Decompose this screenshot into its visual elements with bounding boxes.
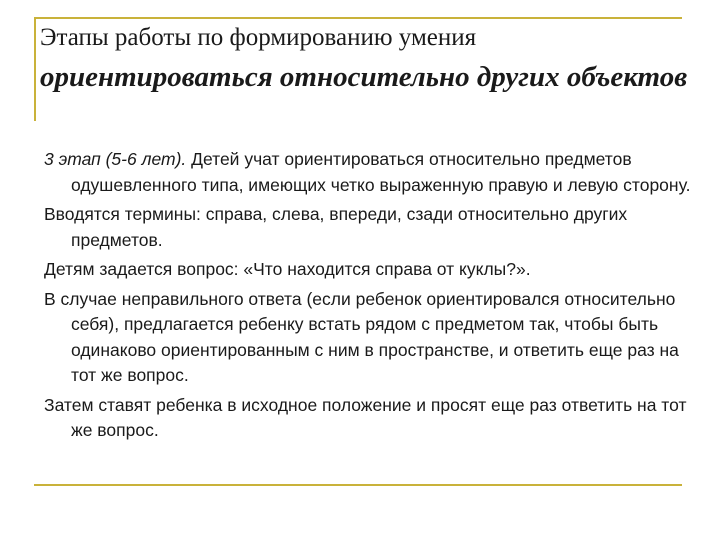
paragraph-stage-3 (44, 147, 694, 198)
bottom-divider (34, 484, 682, 486)
slide-title (40, 20, 720, 96)
paragraph-wrong-answer-text: В случае неправильного ответа (если ребенок ориентировался относительно себя), предлагается ребенку встать рядом с предметом так, чтобы быть одинаково ориентированным с ним в пространстве, и ответить еще раз на тот же вопрос. (44, 288, 679, 385)
paragraph-question (44, 257, 694, 283)
slide-title-line-1: Этапы работы по формированию умения (40, 24, 477, 51)
title-top-border (34, 17, 682, 19)
slide-body (44, 147, 694, 448)
paragraph-stage-3-lead: 3 этап (5-6 лет). (44, 149, 187, 169)
title-left-border (34, 17, 36, 121)
paragraph-wrong-answer (44, 287, 694, 389)
paragraph-reset-position (44, 393, 694, 444)
paragraph-stage-3-text: Детей учат ориентироваться относительно предметов одушевленного типа, имеющих четко выраженную правую и левую сторону. (71, 149, 691, 195)
paragraph-question-text: Детям задается вопрос: «Что находится справа от куклы?». (44, 259, 531, 279)
paragraph-reset-position-text: Затем ставят ребенка в исходное положение и просят еще раз ответить на тот же вопрос. (44, 394, 687, 440)
slide-title-line-2: ориентироваться относительно других объектов (40, 61, 688, 93)
paragraph-terms-text: Вводятся термины: справа, слева, впереди, сзади относительно других предметов. (44, 204, 628, 250)
paragraph-terms (44, 202, 694, 253)
